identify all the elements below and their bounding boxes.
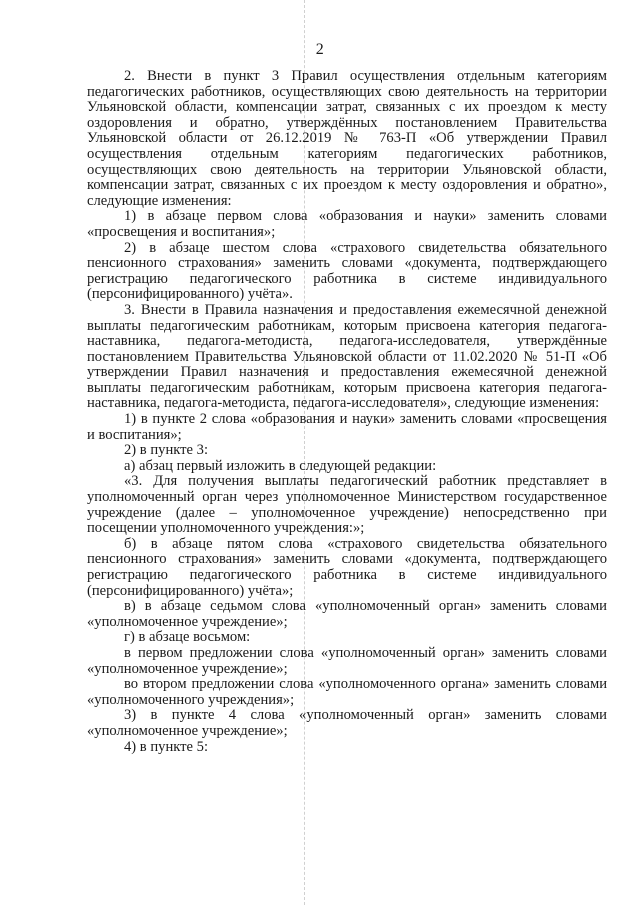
page-number: 2 [315,41,325,58]
paragraph-item-2: 2. Внести в пункт 3 Правил осуществления отдельным категориям педагогических работников, осуществляющих свою деятельность на территории Ульяновской области, компенсации затрат, связанных с их проездом к месту оздоровления и обратно, утверждённых постановлением Правительства Ульяновской области от 26.12.2019 № 763-П «Об утверждении Правил осуществления отдельным категориям педагогических работников, осуществляющих свою деятельность на территории Ульяновской области, компенсации затрат, связанных с их проездом к месту оздоровления и обратно», следующие изменения: [87,68,607,209]
paragraph-item-3: 3. Внести в Правила назначения и предоставления ежемесячной денежной выплаты педагогическим работникам, которым присвоена категория педагога-наставника, педагога-методиста, педагога-исследователя, утверждённые постановлением Правительства Ульяновской области от 11.02.2020 № 51-П «Об утверждении Правил назначения и предоставления ежемесячной денежной выплаты педагогическим работникам, которым присвоена категория педагога-наставника, педагога-методиста, педагога-исследователя», следующие изменения: [87,301,607,412]
paragraph-subitem-3-1: 1) в пункте 2 слова «образования и науки» заменить словами «просвещения и воспитания»; [87,411,607,443]
paragraph-subitem-3-2-v: в) в абзаце седьмом слова «уполномоченный орган» заменить словами «уполномоченное учреждение»; [87,598,607,630]
paragraph-subitem-3-3: 3) в пункте 4 слова «уполномоченный орган» заменить словами «уполномоченное учреждение»; [87,707,607,739]
paragraph-quoted-new-text: «3. Для получения выплаты педагогический работник представляет в уполномоченный орган через уполномоченное Министерством государственное учреждение (далее – уполномоченное учреждение) непосредственно при посещении уполномоченного учреждения:»; [87,473,607,537]
document-body [87,69,607,755]
paragraph-subitem-3-2-b: б) в абзаце пятом слова «страхового свидетельства обязательного пенсионного страхования» заменить словами «документа, подтверждающего регистрацию педагогического работника в системе индивидуального (персонифицированного) учёта»; [87,535,607,599]
paragraph-subitem-3-2-g-first: в первом предложении слова «уполномоченный орган» заменить словами «уполномоченное учреждение»; [87,644,607,677]
paragraph-subitem-3-2-a: а) абзац первый изложить в следующей редакции: [124,457,437,474]
paragraph-subitem-3-4: 4) в пункте 5: [124,738,209,755]
paragraph-subitem-3-2-g: г) в абзаце восьмом: [124,629,251,646]
paragraph-subitem-3-2-g-second: во втором предложении слова «уполномоченного органа» заменить словами «уполномоченного учреждения»; [87,676,607,708]
paragraph-subitem-2-2: 2) в абзаце шестом слова «страхового свидетельства обязательного пенсионного страхования» заменить словами «документа, подтверждающего регистрацию педагогического работника в системе индивидуального (персонифицированного) учёта». [87,239,607,303]
paragraph-subitem-3-2: 2) в пункте 3: [124,442,209,459]
paragraph-subitem-2-1: 1) в абзаце первом слова «образования и науки» заменить словами «просвещения и воспитания»; [87,208,607,240]
